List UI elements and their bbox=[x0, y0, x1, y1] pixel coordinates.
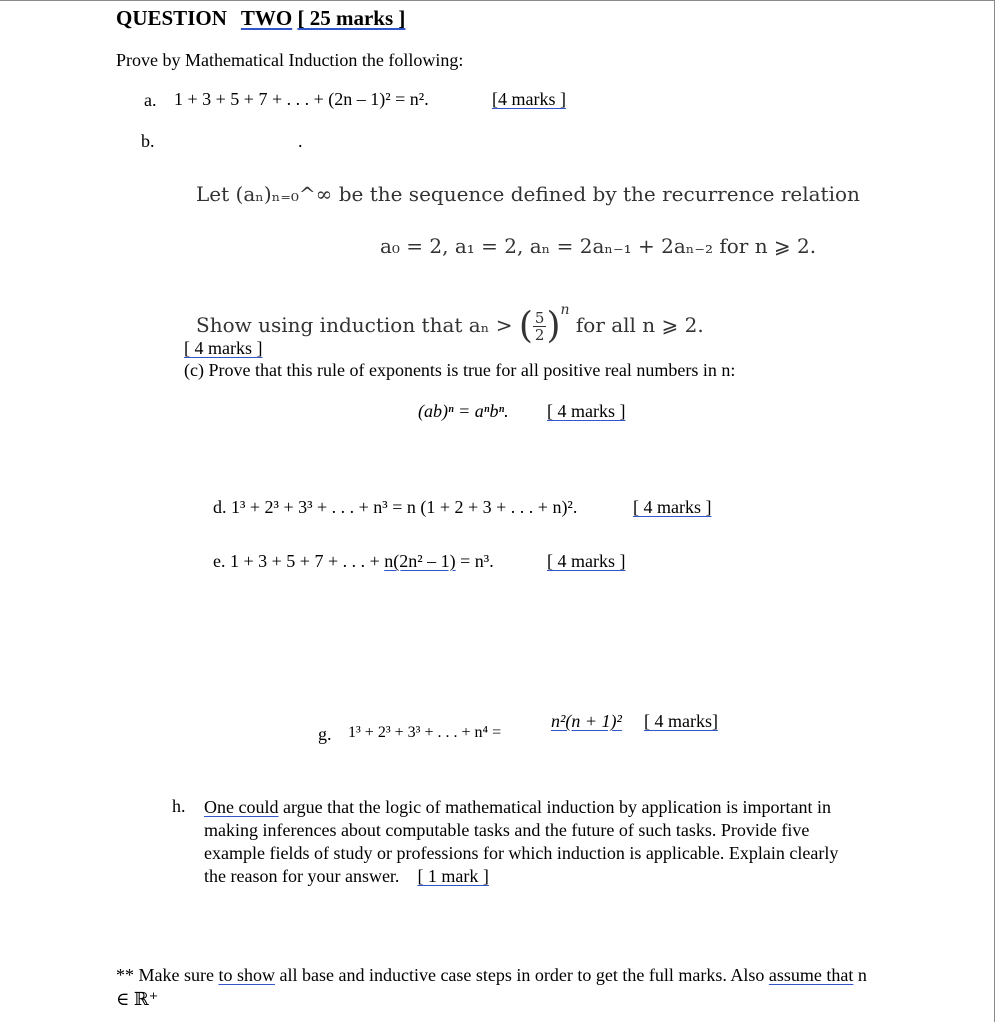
part-b-line3: Show using induction that aₙ > ( $\frac{5}{2}$ )$^n$ for all n ⩾ 2. bbox=[196, 302, 704, 347]
part-e-expression bbox=[213, 551, 494, 572]
part-h-label: h. bbox=[172, 796, 186, 816]
footer-note bbox=[116, 963, 876, 1011]
part-b-marks: [ 4 marks ] bbox=[184, 338, 263, 358]
part-g-rhs: n²(n + 1)² bbox=[551, 711, 622, 731]
part-b-dot: . bbox=[298, 131, 303, 151]
fraction-denominator: 2 bbox=[534, 326, 545, 344]
part-e-expression-underlined: n(2n² – 1) bbox=[384, 551, 456, 571]
part-h-marks: [ 1 mark ] bbox=[417, 866, 489, 886]
question-marks: [ 25 marks ] bbox=[297, 6, 406, 30]
part-h-text: argue that the logic of mathematical induction by application is important in making inferences about computable tasks and the future of such tasks. Provide five example fields of study or professions for which induction is applicable. Explain clearly the reason for your answer. bbox=[204, 797, 839, 886]
part-g-expression: 1³ + 2³ + 3³ + . . . + n⁴ = bbox=[348, 724, 502, 741]
part-c-formula: (ab)ⁿ = aⁿbⁿ. bbox=[418, 401, 509, 421]
part-a-label: a. bbox=[144, 90, 157, 110]
question-label: QUESTION bbox=[116, 6, 227, 30]
part-c-text: (c) Prove that this rule of exponents is true for all positive real numbers in n: bbox=[184, 360, 736, 380]
fraction-five-halves bbox=[533, 310, 547, 343]
exponent-n: n bbox=[560, 302, 570, 318]
question-title bbox=[116, 6, 405, 31]
part-a-marks: [4 marks ] bbox=[492, 89, 566, 109]
part-e-expression-end: = n³. bbox=[460, 551, 494, 571]
part-g-marks: [ 4 marks] bbox=[644, 711, 718, 731]
intro-text: Prove by Mathematical Induction the following: bbox=[116, 50, 464, 70]
part-a-expression: 1 + 3 + 5 + 7 + . . . + (2n – 1)² = n². bbox=[174, 89, 429, 109]
part-b-line2: a₀ = 2, a₁ = 2, aₙ = 2aₙ₋₁ + 2aₙ₋₂ for n ⩾ 2. bbox=[380, 234, 817, 258]
part-d-marks: [ 4 marks ] bbox=[633, 497, 712, 517]
part-h-text-underlined: One could bbox=[204, 797, 279, 817]
footer-text-underlined-2: assume that bbox=[768, 965, 854, 985]
footer-text-start: ** Make sure bbox=[116, 965, 214, 985]
part-e-marks: [ 4 marks ] bbox=[547, 551, 626, 571]
footer-text-mid: all base and inductive case steps in order to get the full marks. Also bbox=[279, 965, 765, 985]
part-d-expression: d. 1³ + 2³ + 3³ + . . . + n³ = n (1 + 2 + 3 + . . . + n)². bbox=[213, 497, 578, 517]
part-b-label: b. bbox=[141, 131, 155, 151]
question-number: TWO bbox=[240, 6, 293, 30]
part-e-expression-start: e. 1 + 3 + 5 + 7 + . . . + bbox=[213, 551, 380, 571]
footer-text-underlined-1: to show bbox=[218, 965, 275, 985]
part-b-line3-end: for all n ⩾ 2. bbox=[575, 313, 704, 337]
part-b-line1: Let (aₙ)ₙ₌₀^∞ be the sequence defined by the recurrence relation bbox=[196, 182, 860, 206]
footer-text-end: n ∈ ℝ⁺ bbox=[116, 965, 867, 1009]
part-g-label: g. bbox=[318, 724, 332, 744]
fraction-numerator: 5 bbox=[534, 309, 545, 327]
part-h-text-block bbox=[204, 796, 844, 888]
part-c-marks: [ 4 marks ] bbox=[547, 401, 626, 421]
part-b-line3-start: Show using induction that aₙ > bbox=[196, 313, 513, 337]
